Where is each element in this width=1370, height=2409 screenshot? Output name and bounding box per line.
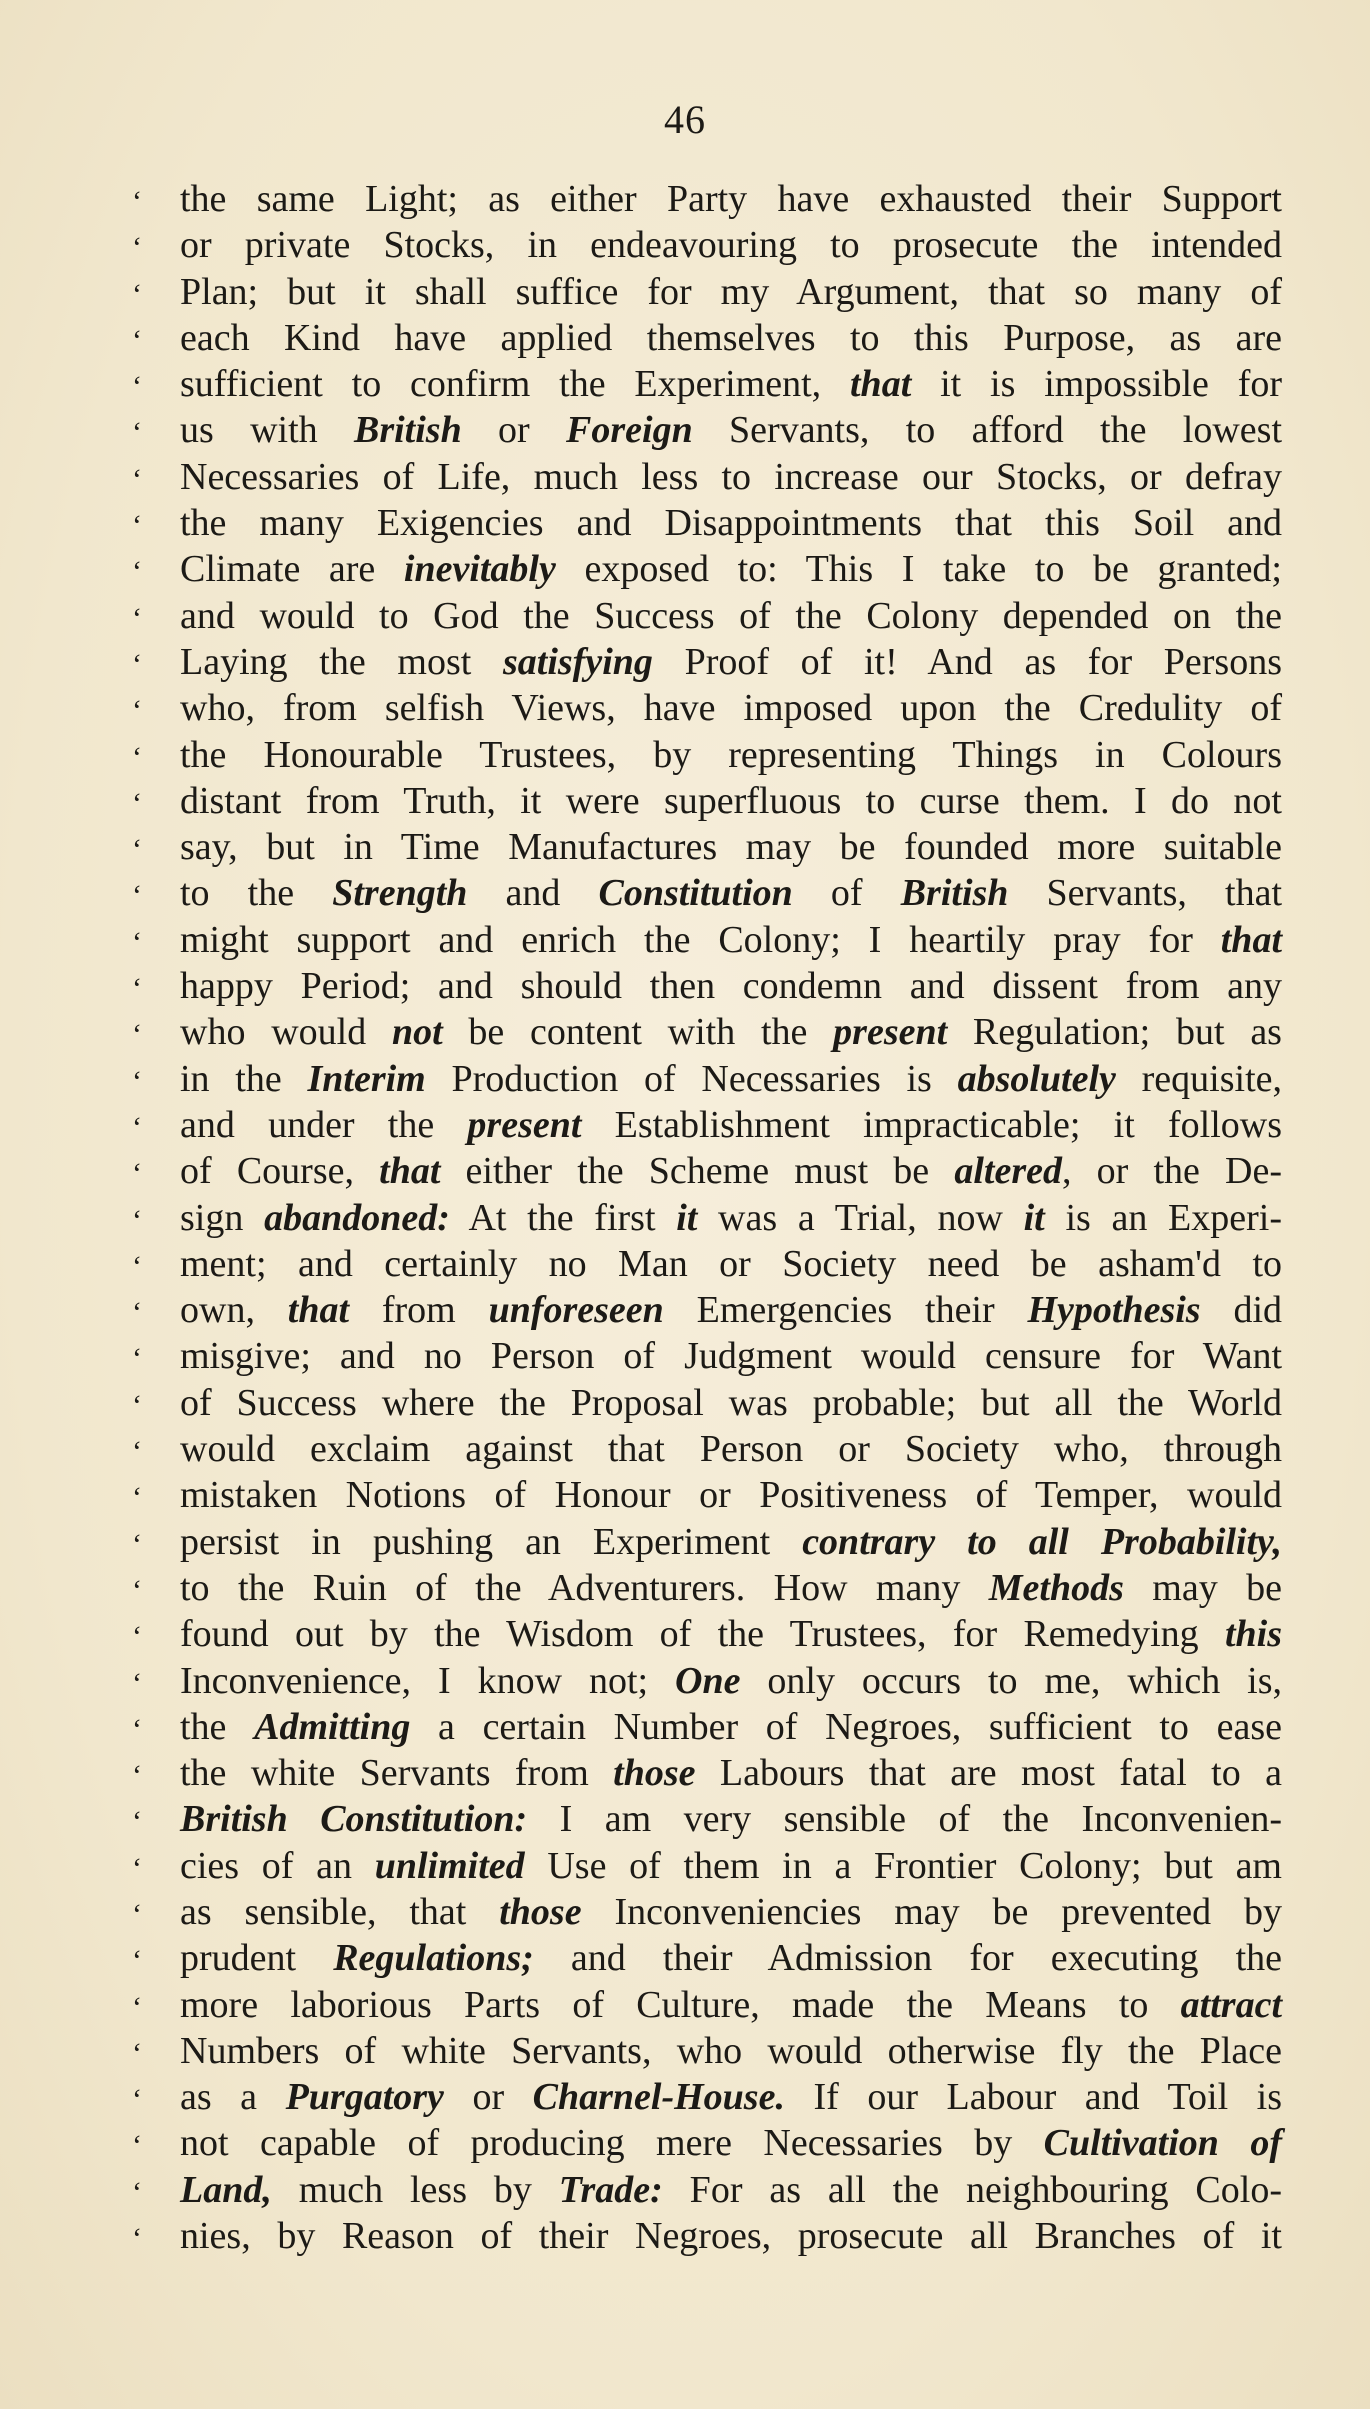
text-line	[132, 1982, 1282, 2028]
text-line	[132, 1287, 1282, 1333]
line-text: distant from Truth, it were superfluous to curse them. I do not	[180, 779, 1282, 822]
text-line	[132, 1056, 1282, 1102]
text-line	[132, 1704, 1282, 1750]
line-text: ment; and certainly no Man or Society need be asham'd to	[180, 1242, 1282, 1285]
quote-mark: ‘	[132, 1805, 142, 1839]
line-text: own, that from unforeseen Emergencies their Hypothesis did	[180, 1289, 1282, 1332]
line-text: would exclaim against that Person or Society who, through	[180, 1428, 1282, 1471]
quote-mark: ‘	[132, 370, 142, 404]
quote-mark: ‘	[132, 879, 142, 913]
text-line	[132, 639, 1282, 685]
line-text: of Success where the Proposal was probable; but all the World	[180, 1381, 1282, 1424]
quote-mark: ‘	[132, 1712, 142, 1746]
text-line	[132, 315, 1282, 361]
line-text: happy Period; and should then condemn and dissent from any	[180, 965, 1282, 1008]
quote-mark: ‘	[132, 1990, 142, 2024]
quote-mark: ‘	[132, 1110, 142, 1144]
text-line	[132, 1102, 1282, 1148]
text-line	[132, 454, 1282, 500]
text-line	[132, 2213, 1282, 2259]
text-line	[132, 500, 1282, 546]
line-text: and would to God the Success of the Colony depended on the	[180, 594, 1282, 637]
text-line	[132, 2120, 1282, 2166]
line-text: to the Ruin of the Adventurers. How many Methods may be	[180, 1566, 1282, 1609]
line-text: as a Purgatory or Charnel-House. If our Labour and Toil is	[180, 2076, 1282, 2119]
line-text: not capable of producing mere Necessaries by Cultivation of	[180, 2122, 1283, 2165]
text-line	[132, 1889, 1282, 1935]
line-text: Numbers of white Servants, who would otherwise fly the Place	[180, 2029, 1282, 2072]
line-text: of Course, that either the Scheme must be altered, or the De-	[180, 1150, 1283, 1193]
quote-mark: ‘	[132, 972, 142, 1006]
line-text: Climate are inevitably exposed to: This I take to be granted;	[180, 548, 1282, 591]
quote-mark: ‘	[132, 277, 142, 311]
quote-mark: ‘	[132, 323, 142, 357]
quote-mark: ‘	[132, 1759, 142, 1793]
quote-mark: ‘	[132, 1481, 142, 1515]
line-text: sufficient to confirm the Experiment, that it is impossible for	[180, 363, 1282, 406]
line-text: the same Light; as either Party have exhausted their Support	[180, 178, 1282, 220]
quote-mark: ‘	[132, 2175, 142, 2209]
text-line	[132, 1241, 1282, 1287]
text-line	[132, 222, 1282, 268]
quote-mark: ‘	[132, 1249, 142, 1283]
text-line	[132, 1380, 1282, 1426]
text-line	[132, 1750, 1282, 1796]
line-text: prudent Regulations; and their Admission for executing the	[180, 1937, 1282, 1980]
text-line	[132, 546, 1282, 592]
text-line	[132, 963, 1282, 1009]
text-line	[132, 778, 1282, 824]
quote-mark: ‘	[132, 185, 142, 218]
text-line	[132, 1565, 1282, 1611]
quote-mark: ‘	[132, 1944, 142, 1978]
text-line	[132, 2074, 1282, 2120]
quote-mark: ‘	[132, 2129, 142, 2163]
text-line	[132, 870, 1282, 916]
line-text: Land, much less by Trade: For as all the neighbouring Colo-	[180, 2168, 1282, 2211]
text-line	[132, 1195, 1282, 1241]
text-line	[132, 1796, 1282, 1842]
quote-mark: ‘	[132, 1897, 142, 1931]
text-line	[132, 176, 1282, 222]
line-text: Plan; but it shall suffice for my Argument, that so many of	[180, 270, 1282, 313]
quote-mark: ‘	[132, 1388, 142, 1422]
quote-mark: ‘	[132, 1620, 142, 1654]
body-text	[132, 176, 1282, 2259]
text-line	[132, 1611, 1282, 1657]
line-text: Laying the most satisfying Proof of it! And as for Persons	[180, 640, 1282, 683]
quote-mark: ‘	[132, 2083, 142, 2117]
text-line	[132, 1009, 1282, 1055]
text-line	[132, 917, 1282, 963]
line-text: persist in pushing an Experiment contrary to all Probability,	[180, 1520, 1282, 1563]
text-line	[132, 1935, 1282, 1981]
quote-mark: ‘	[132, 601, 142, 635]
quote-mark: ‘	[132, 1851, 142, 1885]
quote-mark: ‘	[132, 1666, 142, 1700]
quote-mark: ‘	[132, 2222, 142, 2256]
line-text: or private Stocks, in endeavouring to prosecute the intended	[180, 224, 1282, 267]
line-text: more laborious Parts of Culture, made the Means to attract	[180, 1983, 1282, 2026]
line-text: as sensible, that those Inconveniencies may be prevented by	[180, 1890, 1282, 1933]
line-text: cies of an unlimited Use of them in a Frontier Colony; but am	[180, 1844, 1282, 1887]
text-line	[132, 1658, 1282, 1704]
line-text: us with British or Foreign Servants, to afford the lowest	[180, 409, 1283, 452]
text-line	[132, 1519, 1282, 1565]
text-line	[132, 361, 1282, 407]
text-line	[132, 269, 1282, 315]
text-line	[132, 732, 1282, 778]
quote-mark: ‘	[132, 740, 142, 774]
line-text: in the Interim Production of Necessaries is absolutely requisite,	[180, 1057, 1282, 1100]
quote-mark: ‘	[132, 1064, 142, 1098]
line-text: and under the present Establishment impracticable; it follows	[180, 1103, 1282, 1146]
line-text: mistaken Notions of Honour or Positiveness of Temper, would	[180, 1474, 1282, 1517]
line-text: to the Strength and Constitution of British Servants, that	[180, 872, 1283, 915]
text-line	[132, 1472, 1282, 1518]
line-text: who, from selfish Views, have imposed upon the Credulity of	[180, 687, 1282, 730]
text-line	[132, 1426, 1282, 1472]
text-line	[132, 1148, 1282, 1194]
line-text: nies, by Reason of their Negroes, prosecute all Branches of it	[180, 2215, 1282, 2258]
text-line	[132, 1843, 1282, 1889]
line-text: sign abandoned: At the first it was a Trial, now it is an Experi-	[180, 1196, 1283, 1239]
text-line	[132, 2167, 1282, 2213]
quote-mark: ‘	[132, 1296, 142, 1330]
quote-mark: ‘	[132, 509, 142, 543]
text-line	[132, 824, 1282, 870]
line-text: might support and enrich the Colony; I heartily pray for that	[180, 918, 1282, 961]
quote-mark: ‘	[132, 1342, 142, 1376]
line-text: who would not be content with the present Regulation; but as	[180, 1011, 1282, 1054]
line-text: Necessaries of Life, much less to increase our Stocks, or defray	[180, 455, 1282, 498]
line-text: misgive; and no Person of Judgment would censure for Want	[180, 1335, 1282, 1378]
line-text: the Admitting a certain Number of Negroes, sufficient to ease	[180, 1705, 1282, 1748]
quote-mark: ‘	[132, 694, 142, 728]
quote-mark: ‘	[132, 1435, 142, 1469]
text-line	[132, 593, 1282, 639]
quote-mark: ‘	[132, 1203, 142, 1237]
quote-mark: ‘	[132, 555, 142, 589]
text-line	[132, 2028, 1282, 2074]
quote-mark: ‘	[132, 2036, 142, 2070]
line-text: British Constitution: I am very sensible of the Inconvenien-	[180, 1798, 1282, 1841]
quote-mark: ‘	[132, 462, 142, 496]
line-text: Inconvenience, I know not; One only occurs to me, which is,	[180, 1659, 1282, 1702]
quote-mark: ‘	[132, 416, 142, 450]
quote-mark: ‘	[132, 231, 142, 265]
line-text: each Kind have applied themselves to this Purpose, as are	[180, 316, 1282, 359]
text-line	[132, 1333, 1282, 1379]
text-line	[132, 407, 1282, 453]
text-line	[132, 685, 1282, 731]
quote-mark: ‘	[132, 1527, 142, 1561]
line-text: the white Servants from those Labours that are most fatal to a	[180, 1752, 1282, 1795]
quote-mark: ‘	[132, 647, 142, 681]
quote-mark: ‘	[132, 833, 142, 867]
quote-mark: ‘	[132, 1157, 142, 1191]
quote-mark: ‘	[132, 925, 142, 959]
line-text: the many Exigencies and Disappointments that this Soil and	[180, 502, 1282, 545]
line-text: found out by the Wisdom of the Trustees, for Remedying this	[180, 1613, 1282, 1656]
quote-mark: ‘	[132, 1018, 142, 1052]
line-text: say, but in Time Manufactures may be founded more suitable	[180, 826, 1282, 869]
quote-mark: ‘	[132, 1573, 142, 1607]
page-number: 46	[664, 97, 706, 142]
quote-mark: ‘	[132, 786, 142, 820]
line-text: the Honourable Trustees, by representing Things in Colours	[180, 733, 1282, 776]
